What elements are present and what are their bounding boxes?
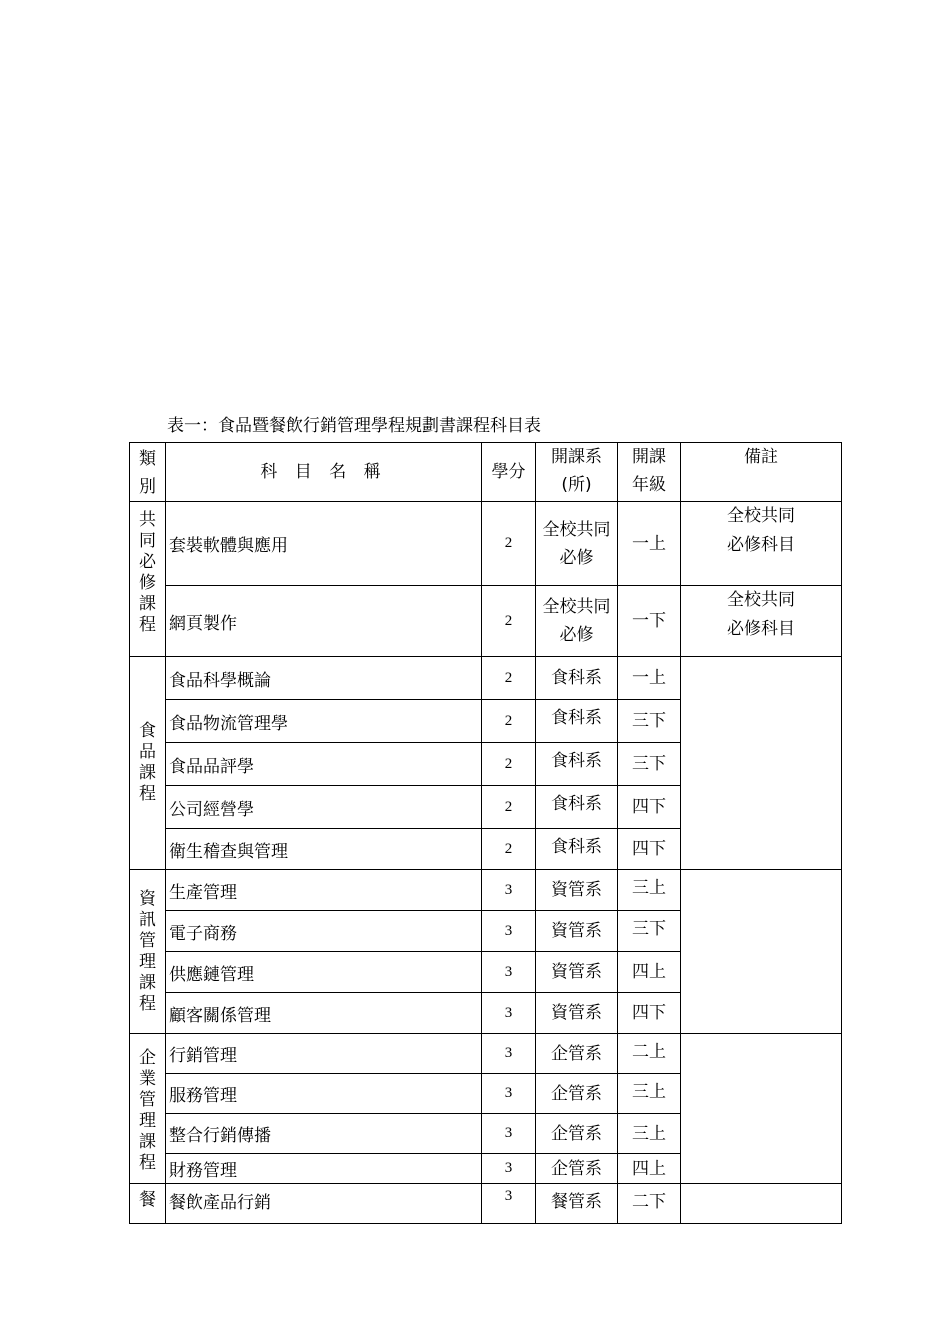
course-name: 顧客關係管理 [166,993,482,1034]
course-dept: 食科系 [536,786,618,829]
course-dept: 資管系 [536,911,618,952]
course-dept: 企管系 [536,1034,618,1074]
category-food: 食品課程 [130,657,166,870]
course-note: 全校共同 必修科目 [681,502,842,586]
course-credits: 3 [482,952,536,993]
course-credits: 3 [482,911,536,952]
course-credits: 2 [482,700,536,743]
category-info: 資訊管理課程 [130,870,166,1034]
course-dept: 資管系 [536,993,618,1034]
course-grade: 二下 [618,1184,681,1224]
course-table [129,442,842,1224]
course-note [681,657,842,870]
course-name: 食品品評學 [166,743,482,786]
header-credits: 學分 [482,443,536,502]
course-name: 服務管理 [166,1074,482,1114]
course-name: 食品科學概論 [166,657,482,700]
course-credits: 3 [482,1114,536,1154]
course-dept: 食科系 [536,829,618,870]
course-name: 餐飲產品行銷 [166,1184,482,1224]
category-common: 共同必修課程 [130,502,166,657]
course-grade: 二上 [618,1034,681,1074]
table-row [130,586,842,657]
course-grade: 三下 [618,743,681,786]
course-note: 全校共同 必修科目 [681,586,842,657]
category-catering: 餐 [130,1184,166,1224]
course-credits: 3 [482,1034,536,1074]
course-dept: 企管系 [536,1114,618,1154]
course-dept: 全校共同 必修 [536,502,618,586]
course-name: 財務管理 [166,1154,482,1184]
course-name: 整合行銷傳播 [166,1114,482,1154]
table-title: 表一：食品暨餐飲行銷管理學程規劃書課程科目表 [167,416,541,436]
course-grade: 三下 [618,700,681,743]
course-grade: 一下 [618,586,681,657]
course-dept: 食科系 [536,743,618,786]
course-grade: 四下 [618,993,681,1034]
course-credits: 3 [482,1074,536,1114]
course-credits: 3 [482,993,536,1034]
course-note [681,1034,842,1184]
course-dept: 全校共同 必修 [536,586,618,657]
header-category: 類別 [130,443,166,502]
course-credits: 2 [482,657,536,700]
course-grade: 一上 [618,657,681,700]
table-row [130,1184,842,1224]
course-dept: 食科系 [536,700,618,743]
course-credits: 2 [482,786,536,829]
course-credits: 2 [482,743,536,786]
course-name: 生產管理 [166,870,482,911]
table-row [130,1034,842,1074]
table-row [130,870,842,911]
course-dept: 企管系 [536,1154,618,1184]
course-grade: 四下 [618,786,681,829]
course-name: 衛生稽查與管理 [166,829,482,870]
course-name: 電子商務 [166,911,482,952]
course-credits: 3 [482,870,536,911]
course-name: 網頁製作 [166,586,482,657]
course-credits: 2 [482,586,536,657]
course-grade: 三上 [618,1074,681,1114]
course-name: 食品物流管理學 [166,700,482,743]
course-name: 套裝軟體與應用 [166,502,482,586]
course-dept: 資管系 [536,870,618,911]
header-row [130,443,842,502]
table-row [130,502,842,586]
table-row [130,657,842,700]
header-dept: 開課系 (所) [536,443,618,502]
course-grade: 三下 [618,911,681,952]
course-dept: 企管系 [536,1074,618,1114]
course-dept: 食科系 [536,657,618,700]
category-business: 企業管理課程 [130,1034,166,1184]
course-credits: 2 [482,502,536,586]
course-grade: 一上 [618,502,681,586]
course-grade: 四上 [618,1154,681,1184]
header-name: 科 目 名 稱 [166,443,482,502]
course-grade: 三上 [618,1114,681,1154]
course-name: 行銷管理 [166,1034,482,1074]
course-dept: 餐管系 [536,1184,618,1224]
header-grade: 開課 年級 [618,443,681,502]
course-name: 供應鏈管理 [166,952,482,993]
course-note [681,870,842,1034]
course-dept: 資管系 [536,952,618,993]
course-name: 公司經營學 [166,786,482,829]
course-credits: 3 [482,1184,536,1224]
course-grade: 四下 [618,829,681,870]
course-credits: 2 [482,829,536,870]
course-credits: 3 [482,1154,536,1184]
course-grade: 四上 [618,952,681,993]
course-note [681,1184,842,1224]
header-notes: 備註 [681,443,842,502]
course-grade: 三上 [618,870,681,911]
